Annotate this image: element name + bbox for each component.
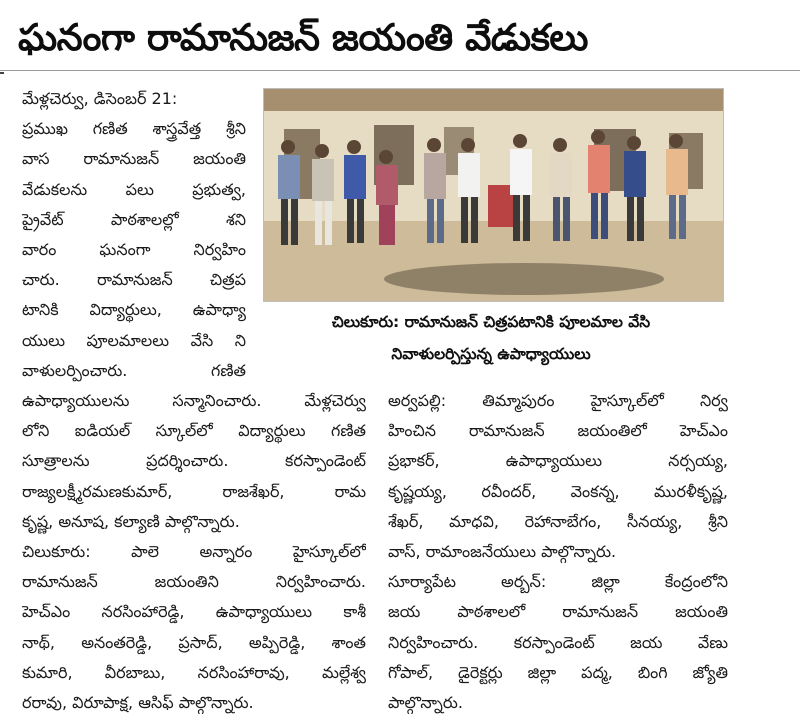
story-line: వాస్, రామాంజనేయులు పాల్గొన్నారు. [388,541,617,561]
story-line: హించిన రామానుజన్ జయంతిలో హెచ్ఎం [388,421,728,441]
photo-caption [256,306,726,370]
news-photo [263,88,724,302]
story-line: కృష్ణయ్య, రవీందర్, వెంకన్న, మురళీకృష్ణ, [388,481,728,501]
story-line: రాజ్యలక్ష్మీరమణకుమార్, రాజశేఖర్, రామ [22,481,366,501]
story-right-column [388,386,728,718]
story-line: యులు పూలమాలలు వేసి ని [22,330,246,350]
story-line: ఉపాధ్యాయులను సన్మానించారు. మేళ్లచెర్వు [22,391,366,410]
caption-line: నివాళులర్పిస్తున్న ఉపాధ్యాయులు [391,345,591,363]
story-intro [22,84,246,386]
story-line: కృష్ణ, అనూష, కల్యాణి పాల్గొన్నారు. [22,511,240,531]
story-line: టానికి విద్యార్థులు, ఉపాధ్యా [22,300,246,320]
story-left-column [22,386,366,718]
story-line: వారం ఘనంగా నిర్వహిం [22,239,246,259]
story-line: ప్రముఖ గణిత శాస్త్రవేత్త శ్రీని [22,119,246,139]
story-line: రామానుజన్ జయంతిని నిర్వహించారు. [22,572,366,592]
story-line: జయ పాఠశాలలో రామానుజన్ జయంతి [388,602,728,622]
page-edge-mark [0,72,4,74]
story-line: గోపాల్, డైరెక్టర్లు జిల్లా పద్మ, బింగి జ్యోతి [388,662,728,682]
story-line: వాళులర్పించారు. గణిత [22,360,246,380]
story-line: ప్రభాకర్, ఉపాధ్యాయులు నర్సయ్య, [388,451,728,471]
story-line: చారు. రామానుజన్ చిత్రప [22,270,246,290]
story-line: చిలుకూరు: పాలె అన్నారం హైస్కూల్‌లో [22,541,366,561]
story-line: కుమారి, వీరబాబు, నరసింహారావు, మల్లేశ్వ [22,662,366,682]
headline: ఘనంగా రామానుజన్ జయంతి వేడుకలు [18,16,588,59]
story-line: నిర్వహించారు. కరస్పాండెంట్ జయ వేణు [388,632,728,652]
teachers-group-photo [264,89,723,301]
story-line: శేఖర్, మాధవి, రెహానాబేగం, సీనయ్య, శ్రీని [388,511,728,531]
story-line: వేడుకలను పలు ప్రభుత్వ, [22,179,246,199]
headline-rule [0,70,800,71]
story-line: నాథ్, అనంతరెడ్డి, ప్రసాద్, అప్పిరెడ్డి, శాంత [22,632,366,652]
story-line: అర్వపల్లి: తిమ్మాపురం హైస్కూల్‌లో నిర్వ [388,391,728,410]
story-line: రరావు, విరూపాక్ష, ఆసిఫ్ పాల్గొన్నారు. [22,692,254,712]
story-line: సూత్రాలను ప్రదర్శించారు. కరస్పాండెంట్ [22,451,366,471]
story-line: మేళ్లచెర్వు, డిసెంబర్ 21: [22,89,178,108]
story-line: సూర్యాపేట అర్బన్: జిల్లా కేంద్రంలోని [388,572,728,592]
story-line: పాల్గొన్నారు. [388,692,463,712]
story-line: లోని ఐడియల్ స్కూల్‌లో విద్యార్థులు గణిత [22,421,366,441]
story-line: ప్రైవేట్ పాఠశాలల్లో శని [22,209,246,229]
story-line: హెచ్ఎం నరసింహారెడ్డి, ఉపాధ్యాయులు కాశీ [22,602,366,622]
story-line: వాస రామానుజన్ జయంతి [22,149,246,169]
caption-line: చిలుకూరు: రామానుజన్ చిత్రపటానికి పూలమాల వేసి [331,313,651,331]
